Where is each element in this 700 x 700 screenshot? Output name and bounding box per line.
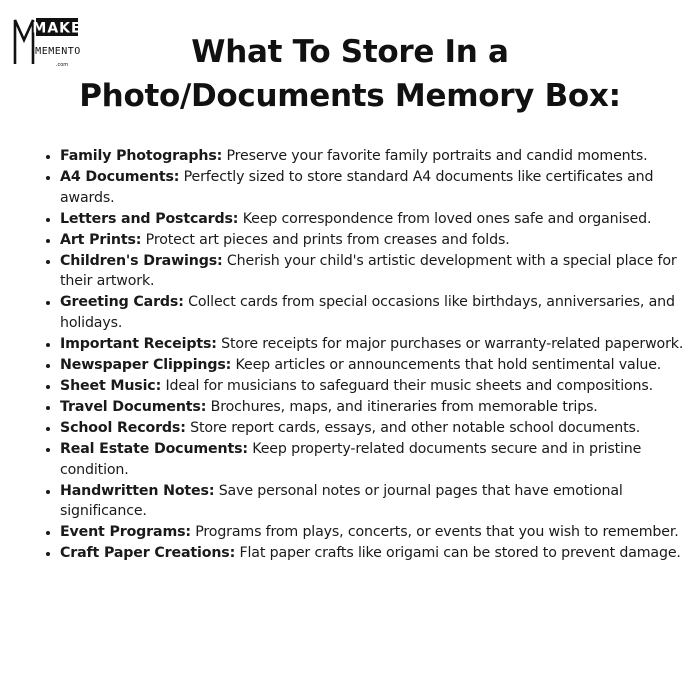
page-title-line-2: Photo/Documents Memory Box: (79, 78, 621, 114)
list-item-craft-paper-creations (60, 543, 700, 564)
list-item-childrens-drawings (60, 251, 700, 293)
item-description: Save personal notes or journal pages that have emotional significance. (60, 482, 623, 520)
item-description: Programs from plays, concerts, or events that you wish to remember. (190, 524, 679, 541)
page-title (0, 30, 700, 118)
item-term: Newspaper Clippings: (60, 357, 232, 374)
list-item-real-estate-documents (60, 439, 700, 481)
item-description: Store report cards, essays, and other notable school documents. (185, 419, 641, 436)
item-term: Children's Drawings: (60, 252, 223, 269)
list-item-travel-documents (60, 397, 700, 418)
item-term: Handwritten Notes: (60, 482, 215, 499)
item-description: Perfectly sized to store standard A4 documents like certificates and awards. (60, 168, 654, 206)
item-term: Greeting Cards: (60, 294, 184, 311)
logo-bottom-text: MEMENTO (35, 46, 81, 57)
storage-items-list (38, 146, 700, 564)
item-term: Real Estate Documents: (60, 440, 248, 457)
item-term: School Records: (60, 419, 186, 436)
item-term: A4 Documents: (60, 168, 180, 185)
item-term: Event Programs: (60, 524, 191, 541)
item-description: Keep property-related documents secure and in pristine condition. (60, 440, 642, 478)
list-item-school-records (60, 418, 700, 439)
item-term: Important Receipts: (60, 336, 217, 353)
item-description: Keep articles or announcements that hold sentimental value. (231, 357, 662, 374)
list-item-newspaper-clippings (60, 355, 700, 376)
list-item-important-receipts (60, 334, 700, 355)
list-item-letters-postcards (60, 209, 700, 230)
list-item-greeting-cards (60, 292, 700, 334)
item-description: Preserve your favorite family portraits and candid moments. (222, 148, 648, 164)
list-item-family-photographs (60, 146, 700, 167)
item-description: Store receipts for major purchases or warranty-related paperwork. (216, 336, 684, 353)
logo-top-text: MAKE (32, 20, 82, 37)
item-description: Keep correspondence from loved ones safe and organised. (238, 210, 652, 227)
list-item-art-prints (60, 230, 700, 251)
page-title-line-1: What To Store In a (191, 34, 509, 70)
item-description: Brochures, maps, and itineraries from memorable trips. (206, 398, 598, 415)
list-item-event-programs (60, 522, 700, 543)
item-description: Cherish your child's artistic development with a special place for their artwork. (60, 252, 677, 290)
item-description: Ideal for musicians to safeguard their music sheets and compositions. (161, 377, 653, 394)
item-term: Craft Paper Creations: (60, 545, 236, 562)
list-item-a4-documents (60, 167, 700, 209)
item-term: Travel Documents: (60, 398, 207, 415)
item-term: Sheet Music: (60, 377, 162, 394)
item-term: Letters and Postcards: (60, 210, 239, 227)
item-description: Collect cards from special occasions like birthdays, anniversaries, and holidays. (60, 294, 675, 332)
item-description: Flat paper crafts like origami can be stored to prevent damage. (235, 545, 681, 562)
item-term: Art Prints: (60, 231, 142, 248)
list-item-handwritten-notes (60, 481, 700, 523)
logo-domain-text: .com (55, 62, 69, 68)
item-description: Protect art pieces and prints from creases and folds. (141, 231, 510, 248)
list-item-sheet-music (60, 376, 700, 397)
item-term: Family Photographs: (60, 148, 223, 164)
